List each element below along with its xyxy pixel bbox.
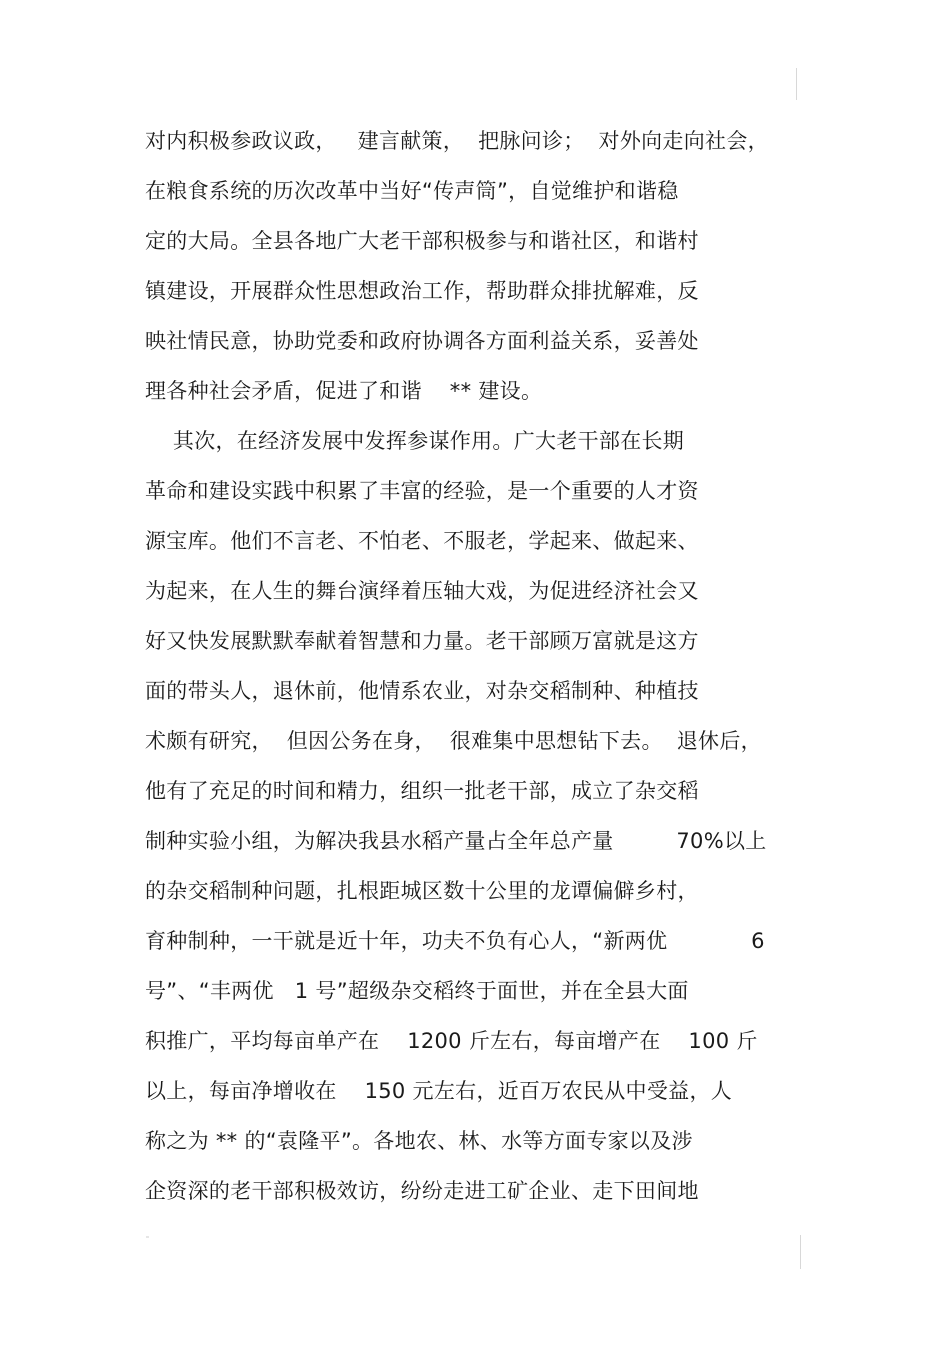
text-line-19: 积推广，平均每亩单产在 1200 斤左右，每亩增产在 100 斤 <box>145 1029 758 1053</box>
text-line-12: 面的带头人，退休前，他情系农业，对杂交稻制种、种植技 <box>145 679 699 703</box>
text-line-11: 好又快发展默默奉献着智慧和力量。老干部顾万富就是这方 <box>145 629 699 653</box>
text-line-10: 为起来，在人生的舞台演绎着压轴大戏，为促进经济社会又 <box>145 579 699 603</box>
text-line-3: 定的大局。全县各地广大老干部积极参与和谐社区，和谐村 <box>145 229 699 253</box>
text-line-2: 在粮食系统的历次改革中当好“传声筒”，自觉维护和谐稳 <box>145 179 679 203</box>
text-line-17: 育种制种，一干就是近十年，功夫不负有心人，“新两优 6 <box>145 929 765 953</box>
text-line-6: 理各种社会矛盾，促进了和谐 ** 建设。 <box>145 379 543 403</box>
text-line-4: 镇建设，开展群众性思想政治工作，帮助群众排扰解难，反 <box>145 279 699 303</box>
text-line-1: 对内积极参政议政， 建言献策， 把脉问诊； 对外向走向社会， <box>145 129 769 153</box>
page-edge-mark-bottom <box>800 1235 801 1269</box>
text-line-16: 的杂交稻制种问题，扎根距城区数十公里的龙谭偏僻乡村， <box>145 879 699 903</box>
page-edge-mark-top <box>796 68 797 100</box>
scan-speck <box>146 1236 149 1238</box>
text-line-21: 称之为 ** 的“袁隆平”。各地农、林、水等方面专家以及涉 <box>145 1129 693 1153</box>
text-line-9: 源宝库。他们不言老、不怕老、不服老，学起来、做起来、 <box>145 529 699 553</box>
text-line-8: 革命和建设实践中积累了丰富的经验，是一个重要的人才资 <box>145 479 699 503</box>
text-line-15: 制种实验小组，为解决我县水稻产量占全年总产量 70%以上 <box>145 829 767 853</box>
text-line-5: 映社情民意，协助党委和政府协调各方面利益关系，妥善处 <box>145 329 699 353</box>
text-line-13: 术颇有研究， 但因公务在身， 很难集中思想钻下去。 退休后， <box>145 729 762 753</box>
text-line-20: 以上，每亩净增收在 150 元左右，近百万农民从中受益，人 <box>145 1079 733 1103</box>
text-line-18: 号”、“丰两优 1 号”超级杂交稻终于面世，并在全县大面 <box>145 979 689 1003</box>
text-line-7: 其次，在经济发展中发挥参谋作用。广大老干部在长期 <box>145 429 685 453</box>
text-line-14: 他有了充足的时间和精力，组织一批老干部，成立了杂交稻 <box>145 779 699 803</box>
text-line-22: 企资深的老干部积极效访，纷纷走进工矿企业、走下田间地 <box>145 1179 699 1203</box>
